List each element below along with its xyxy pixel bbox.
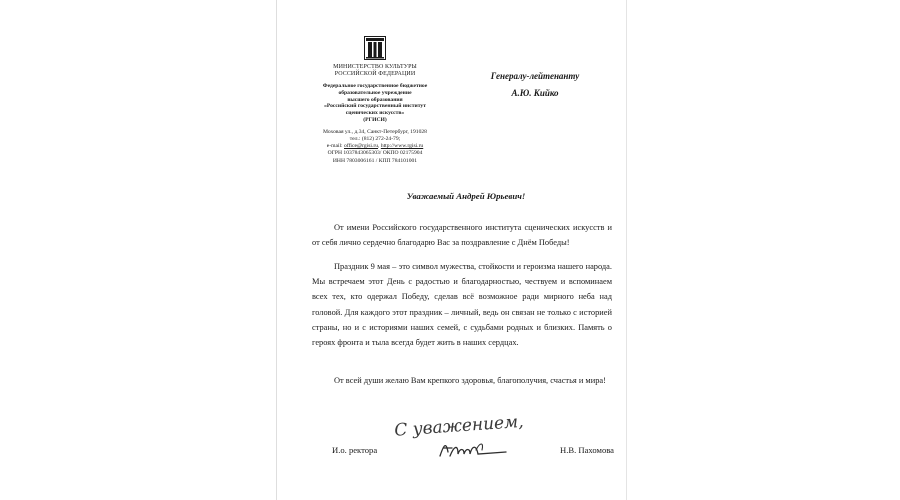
salutation: Уважаемый Андрей Юрьевич! [406,191,526,201]
separator: , [378,143,381,150]
website-link[interactable]: http://www.rgisi.ru [380,143,424,150]
ministry-line: РОССИЙСКОЙ ФЕДЕРАЦИИ [334,71,416,77]
org-line: «Российский государственный институт [324,103,426,110]
signatory-title: И.о. ректора [332,445,378,455]
ministry-name [308,64,442,78]
email-site-line [308,143,442,150]
handwritten-closing [388,405,538,439]
addressee-rank: Генералу-лейтенанту [490,71,580,81]
signatory-name: Н.В. Пахомова [560,445,615,455]
addressee-block [450,68,620,102]
org-line: (РГИСИ) [363,116,387,123]
organization-name [308,83,442,124]
addressee-name: А.Ю. Кийко [511,88,559,98]
body-paragraph: Праздник 9 мая – это символ мужества, стойкости и героизма нашего народа. Мы встречаем этот День с радостью и благодарностью, чествуем и вспоминаем всех тех, кто одержал Победу, сделав всё возможное ради мирного неба над головой. Для каждого этот праздник – личный, ведь он связан не только с историей страны, но и с историями наших семей, с судьбами родных и близких. Память о героях фронта и тыла всегда будет жить в наших сердцах. [312,262,612,348]
letterhead [308,36,442,165]
contact-details [308,129,442,165]
theater-columns-logo-icon [364,36,386,60]
handwritten-signature [436,438,516,462]
org-line: высшего образования [347,96,403,103]
email-link[interactable]: office@rgisi.ru [344,143,379,150]
closing-wish: От всей души желаю Вам крепкого здоровья, благополучия, счастья и мира! [334,376,606,385]
ministry-line: МИНИСТЕРСТВО КУЛЬТУРЫ [333,64,417,70]
phone-number: тел.: (812) 272-24-79; [349,135,401,142]
org-line: образовательное учреждение [338,89,412,96]
org-line: Федеральное государственное бюджетное [322,83,428,89]
handwritten-closing-text: С уважением, [393,411,525,439]
ogrn-okpo: ОГРН 1037843065303/ ОКПО 02175904 [327,150,423,157]
org-line: сценических искусств» [345,110,405,117]
page-edge-right [626,0,627,500]
postal-address: Моховая ул., д.34, Санкт-Петербург, 191028 [323,128,427,135]
page-edge-left [276,0,277,500]
email-label: e-mail: [326,143,345,150]
inn-kpp: ИНН 7803006161 / КПП 784101001 [332,157,418,164]
body-paragraph: От имени Российского государственного института сценических искусств и от себя лично сердечно благодарю Вас за поздравление с Днём Победы! [312,223,612,248]
